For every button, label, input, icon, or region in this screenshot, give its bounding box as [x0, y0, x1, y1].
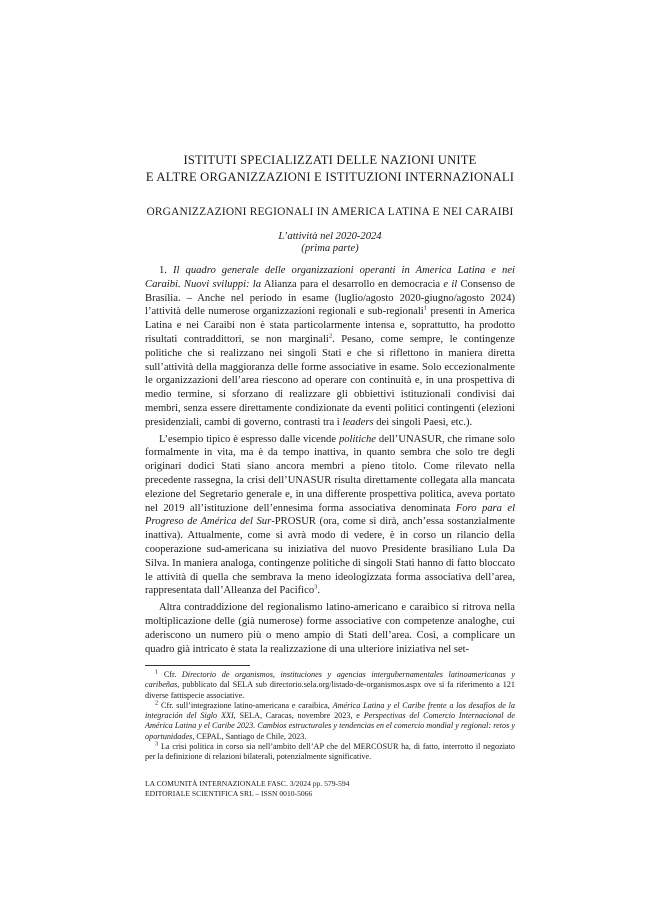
footnote-1: [145, 670, 515, 701]
italic-run: Foro para el Progreso de América del Sur: [145, 502, 516, 528]
text-run: . Pesano, come sempre, le contingenze politiche che si realizzano nei singoli Stati e che si riflettono in maniera diretta sull’attività della maggioranza delle forme associative in esame. Solo eccezionalmente le organizzazioni dell’area riescono ad operare con continuità e, in una prospettiva di medio termine, si sforzano di realizzare gli obbiettivi istituzionali condivisi dai membri, senza essere direttamente condizionate da eventi politici contingenti (elezioni presidenziali, cambi di governo, contrasti tra i: [145, 333, 515, 428]
journal-citation: LA COMUNITÀ INTERNAZIONALE FASC. 3/2024 pp. 579-594: [145, 779, 350, 788]
footnote-ref-1[interactable]: 1: [423, 304, 427, 312]
text-run: .: [317, 585, 321, 597]
text-run: Consenso de Brasília. – Anche nel periodo in esame (luglio/agosto 2020-giugno/agosto 2024) l’attività delle numerose organizzazioni regionali e sub-regionali: [145, 278, 515, 318]
paragraph-number: 1.: [159, 265, 167, 276]
paragraph-3: Altra contraddizione del regionalismo latino-americano e caraibico si ritrova nella moltiplicazione delle (già numerose) forme associative con competenze analoghe, cui aderiscono un numero più o meno ampio di Stati dell’area. Così, a complicare un quadro già intricato è stata la realizzazione di una ulteriore iniziativa nel set-: [145, 602, 515, 655]
page-title: [145, 152, 515, 186]
footnote-ref-3[interactable]: 3: [314, 583, 318, 591]
text-run: dei singoli Paesi, etc.).: [373, 416, 473, 428]
title-line-2: E ALTRE ORGANIZZAZIONI E ISTITUZIONI INTERNAZIONALI: [145, 170, 515, 184]
text-run: L’esempio tipico è espresso dalle vicende: [159, 433, 339, 445]
footnote-number: 2: [155, 699, 159, 707]
text-run: Cfr. sull’integrazione latino-americana e caraibica,: [158, 700, 333, 710]
section-title: ORGANIZZAZIONI REGIONALI IN AMERICA LATINA E NEI CARAIBI: [146, 206, 514, 218]
title-line-1: ISTITUTI SPECIALIZZATI DELLE NAZIONI UNITE: [183, 153, 477, 167]
text-run: presenti in America Latina e nei Caraibi non è stata particolarmente intensa e, soprattutto, ha prodotto risultati contraddittori, se non marginali: [145, 306, 515, 345]
section-subtitle: [145, 231, 515, 255]
text-run: -PROSUR (ora, come si dirà, anch’essa sostanzialmente inattiva). Attualmente, come si avrà modo di vedere, è in corso un rilancio della cooperazione sud-americana su iniziativa del nuovo Presidente brasiliano Lula Da Silva. In maniera analoga, contingenze politiche di singoli Stati hanno di fatto bloccato le attività di quella che sembrava la meno ideologizzata forma associativa dell’area, rappresentata dall’Alleanza del Pacifico: [145, 516, 515, 597]
italic-run: Perspectivas del Comercio Internacional de América Latina y el Caribe 2023. Cambios estructurales y tendencias en el comercio mondial y regional: retos y oportunidades: [145, 711, 515, 741]
text-run: , pubblicato dal SELA sub directorio.sela.org/listado-de-organismos.aspx ove si fa riferimento a 121 diverse fattispecie associative.: [145, 680, 515, 700]
text-run: La crisi politica in corso sia nell’ambito dell’AP che del MERCOSUR ha, di fatto, interrotto il negoziato per la definizione di relazioni bilaterali, potenzialmente significative.: [145, 742, 515, 762]
subtitle-line-2: (prima parte): [301, 243, 359, 254]
footnotes: [145, 670, 515, 763]
footnote-ref-2[interactable]: 2: [328, 332, 333, 340]
text-run: , SELA, Caracas, novembre 2023, e: [233, 711, 364, 721]
footnote-number: 3: [155, 740, 159, 748]
journal-footer: [145, 779, 515, 798]
italic-run: América Latina y el Caribe frente a los desafíos de la integración del Siglo XXI: [145, 700, 515, 721]
italic-run: Directorio de organismos, instituciones y agencias intergubernamentales latinoamericanas y caribeñas: [145, 670, 515, 690]
paragraph-1: [145, 264, 515, 430]
footnote-2: [145, 701, 515, 742]
article-body: [145, 264, 515, 659]
publisher-line: EDITORIALE SCIENTIFICA SRL – ISSN 0010-5066: [145, 788, 313, 798]
paragraph-heading: Il quadro generale delle organizzazioni operanti in America Latina e nei Caraibi. Nuovi sviluppi: la: [145, 265, 515, 290]
italic-run: e il: [443, 278, 458, 290]
text-run: Cfr.: [158, 670, 182, 679]
text-run: , CEPAL, Santiago de Chile, 2023.: [192, 731, 307, 741]
footnote-divider: [145, 665, 250, 666]
paragraph-2: [145, 433, 515, 599]
footnote-number: 1: [155, 668, 159, 676]
italic-run: politiche: [338, 433, 377, 445]
text-run: dell’UNASUR, che rimane solo formalmente in vita, ma è da tempo inattiva, in quanto sembra che solo tre degli originari dodici Stati siano ancora membri a pieno titolo. Come rilevato nella precedente rassegna, la crisi dell’UNASUR risulta direttamente collegata alla mancata elezione del Segretario generale e, in una differente prospettiva politica, aveva portato nel 2019 all’istituzione dell’ennesima forma associativa denominata: [145, 433, 515, 514]
footnote-3: [145, 742, 515, 763]
italic-run: leaders: [342, 416, 374, 428]
text-run: Alianza para el desarrollo en democracia: [261, 278, 444, 290]
subtitle-line-1: L’attività nel 2020-2024: [278, 231, 382, 242]
